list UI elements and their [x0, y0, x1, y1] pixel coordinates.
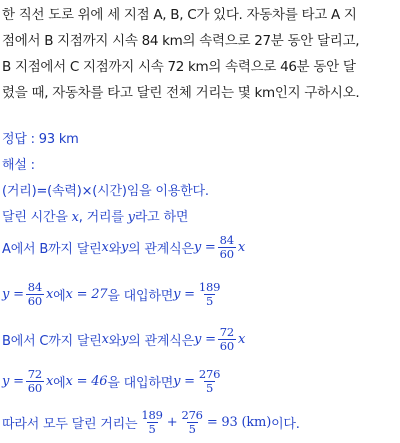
bc-relation-line: [2, 322, 398, 356]
ab-fraction: [218, 234, 236, 261]
total-text-a: 따라서 모두 달린 거리는: [2, 416, 138, 432]
total-num-1: 189: [141, 407, 163, 422]
bc-sub-text-a: 에: [53, 375, 66, 391]
bc-frac-num: 72: [219, 324, 235, 339]
setup-text-b: , 거리를: [78, 210, 128, 225]
formula-line: (거리)=(속력)×(시간)임을 이용한다.: [2, 184, 209, 199]
problem-statement: [2, 2, 398, 106]
ab-text-c: 의 관계식은: [128, 241, 194, 257]
problem-line-2: 점에서 B 지점까지 시속 84 km의 속력으로 27분 동안 달리고,: [2, 33, 360, 49]
ab-tail: x: [237, 239, 245, 255]
setup-line: [2, 206, 398, 225]
total-line: [2, 405, 398, 439]
ab-sub-fraction: [26, 281, 44, 308]
ab-var-x: x: [101, 239, 109, 255]
bc-var-x: x: [101, 331, 109, 347]
ab-var-y: y: [120, 239, 129, 255]
setup-text-a: 달린 시간을: [2, 210, 72, 225]
ab-sub-text-b: 을 대입하면: [107, 288, 174, 304]
ab-sub-xvar: x: [46, 286, 54, 302]
ab-frac-den: 60: [219, 246, 234, 261]
bc-fraction: [218, 326, 236, 353]
bc-tail: x: [238, 331, 246, 347]
answer-line: 정답 : 93 km: [2, 132, 79, 147]
total-num-2: 276: [181, 407, 203, 422]
total-fraction-2: [179, 409, 204, 436]
ab-result-lhs: y =: [173, 286, 195, 302]
bc-lhs: y =: [194, 331, 216, 347]
bc-var-y: y: [121, 331, 129, 347]
total-text-b: 이다.: [271, 416, 300, 432]
bc-result-den: 5: [205, 380, 214, 395]
ab-sub-text-a: 에: [53, 288, 66, 304]
plus-sign: +: [166, 414, 178, 430]
ab-substitution-line: [2, 277, 398, 311]
ab-result-den: 5: [205, 293, 214, 308]
bc-sub-lhs: y =: [2, 373, 24, 389]
ab-text-a: A에서 B까지 달린: [2, 241, 102, 257]
ab-lhs: y =: [193, 239, 216, 255]
ab-frac-num: 84: [219, 232, 234, 247]
bc-text-b: 와: [108, 333, 122, 349]
bc-result-lhs: y =: [173, 373, 195, 389]
setup-text-c: 라고 하면: [134, 210, 189, 225]
bc-substitution-line: [2, 364, 398, 398]
ab-text-b: 와: [108, 241, 121, 257]
bc-text-a: B에서 C까지 달린: [2, 333, 102, 349]
total-den-1: 5: [148, 421, 156, 436]
bc-sub-den: 60: [27, 380, 43, 395]
bc-sub-num: 72: [27, 366, 43, 381]
total-result: = 93 (km): [206, 414, 272, 430]
total-den-2: 5: [188, 421, 196, 436]
bc-result-fraction: [197, 368, 222, 395]
problem-line-1: 한 직선 도로 위에 세 지점 A, B, C가 있다. 자동차를 타고 A 지: [2, 7, 357, 23]
ab-sub-den: 60: [27, 293, 43, 308]
ab-result-num: 189: [198, 279, 221, 294]
var-x: x: [71, 210, 79, 225]
bc-sub-xvar: x: [46, 373, 54, 389]
var-y: y: [127, 210, 135, 225]
ab-sub-value: x = 27: [65, 286, 108, 302]
problem-line-4: 렸을 때, 자동차를 타고 달린 전체 거리는 몇 km인지 구하시오.: [2, 85, 360, 101]
ab-result-fraction: [197, 281, 222, 308]
ab-sub-lhs: y =: [2, 286, 24, 302]
problem-line-3: B 지점에서 C 지점까지 시속 72 km의 속력으로 46분 동안 달: [2, 59, 356, 75]
bc-text-c: 의 관계식은: [128, 333, 194, 349]
total-fraction-1: [139, 409, 164, 436]
bc-sub-value: x = 46: [65, 373, 108, 389]
bc-sub-fraction: [26, 368, 44, 395]
ab-relation-line: [2, 230, 398, 264]
bc-sub-text-b: 을 대입하면: [107, 375, 174, 391]
bc-result-num: 276: [198, 366, 221, 381]
explanation-label: 해설 :: [2, 158, 35, 173]
bc-frac-den: 60: [219, 338, 235, 353]
ab-sub-num: 84: [27, 279, 43, 294]
